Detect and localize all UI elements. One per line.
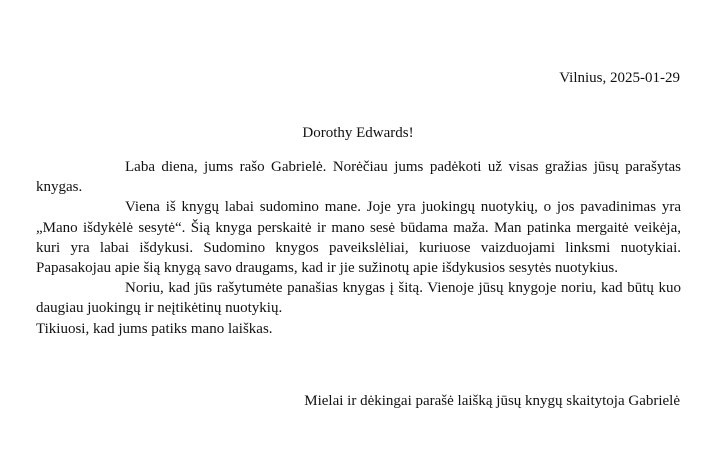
letter-greeting: Dorothy Edwards! [302,125,414,141]
letter-signature: Mielai ir dėkingai parašė laišką jūsų knygų skaitytoja Gabrielė [304,393,680,409]
letter-body [36,157,681,339]
place-date: Vilnius, 2025-01-29 [559,70,680,86]
paragraph-request: Noriu, kad jūs rašytumėte panašias knygas į šitą. Vienoje jūsų knygoje noriu, kad būtų kuo daugiau juokingų ir neįtikėtinų nuotykių. [36,280,681,317]
paragraph-favorite-book: Viena iš knygų labai sudomino mane. Joje yra juokingų nuotykių, o jos pavadinimas yra „Mano išdykėlė sesytė“. Šią knyga perskaitė ir mano sesė būdama maža. Man patinka mergaitė veikėja, kuri yra labai išdykusi. Sudomino knygos paveikslėliai, kuriuose vaizduojami linksmi nuotykiai. Papasakojau apie šią knygą savo draugams, kad ir jie sužinotų apie išdykusios sesytės nuotykius. [36,199,681,277]
paragraph-thanks: Laba diena, jums rašo Gabrielė. Norėčiau jums padėkoti už visas gražias jūsų parašytas knygas. [36,159,681,196]
paragraph-closing: Tikiuosi, kad jums patiks mano laiškas. [36,320,273,337]
